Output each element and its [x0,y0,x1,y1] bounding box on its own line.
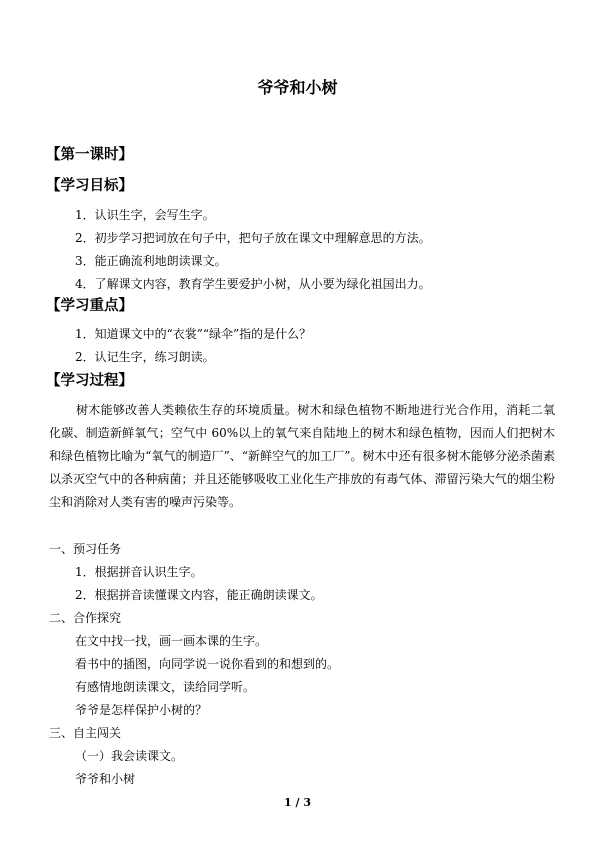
document-title: 爷爷和小树 [257,78,338,97]
section-1-item-1: 1．根据拼音认识生字。 [75,565,203,579]
process-intro-paragraph: 树木能够改善人类赖依生存的环境质量。树木和绿色植物不断地进行光合作用，消耗二氧化碳、制造新鲜氧气；空气中 60%以上的氧气来自陆地上的树木和绿色植物，因而人们把树木和绿色植物比喻为“氧气的制造厂”、“新鲜空气的加工厂”。树木中还有很多树木能够分泌杀菌素以杀灭空气中的各种病菌；并且还能够吸收工业化生产排放的有毒气体、滞留污染大气的烟尘粉尘和消除对人类有害的噪声污染等。 [49,403,555,509]
key-points-heading: 【学习重点】 [46,298,133,314]
process-heading: 【学习过程】 [46,373,133,389]
section-2-item-1: 在文中找一找，画一画本课的生字。 [75,634,268,648]
section-2-item-2: 看书中的插图，向同学说一说你看到的和想到的。 [75,657,340,671]
objective-item-4: 4．了解课文内容，教育学生要爱护小树，从小要为绿化祖国出力。 [75,277,431,291]
section-3-item-1: （一）我会读课文。 [75,749,184,763]
objective-item-2: 2．初步学习把词放在句子中，把句子放在课文中理解意思的方法。 [75,231,431,245]
objective-item-3: 3．能正确流利地朗读课文。 [75,254,227,268]
section-3-heading: 三、自主闯关 [49,726,122,740]
objective-item-1: 1．认识生字，会写生字。 [75,208,215,222]
section-2-item-3: 有感情地朗读课文，读给同学听。 [75,680,256,694]
section-3-item-2: 爷爷和小树 [75,772,136,786]
section-1-heading: 一、预习任务 [49,542,122,556]
page-number: 1 / 3 [284,796,311,809]
key-point-item-1: 1．知道课文中的“衣裳”“绿伞”指的是什么？ [75,327,312,341]
key-point-item-2: 2．认记生字，练习朗读。 [75,350,215,364]
objectives-heading: 【学习目标】 [46,178,133,194]
lesson-period-heading: 【第一课时】 [46,147,133,163]
section-2-item-4: 爷爷是怎样保护小树的？ [75,703,208,717]
section-1-item-2: 2．根据拼音读懂课文内容，能正确朗读课文。 [75,588,323,602]
section-2-heading: 二、合作探究 [49,611,122,625]
